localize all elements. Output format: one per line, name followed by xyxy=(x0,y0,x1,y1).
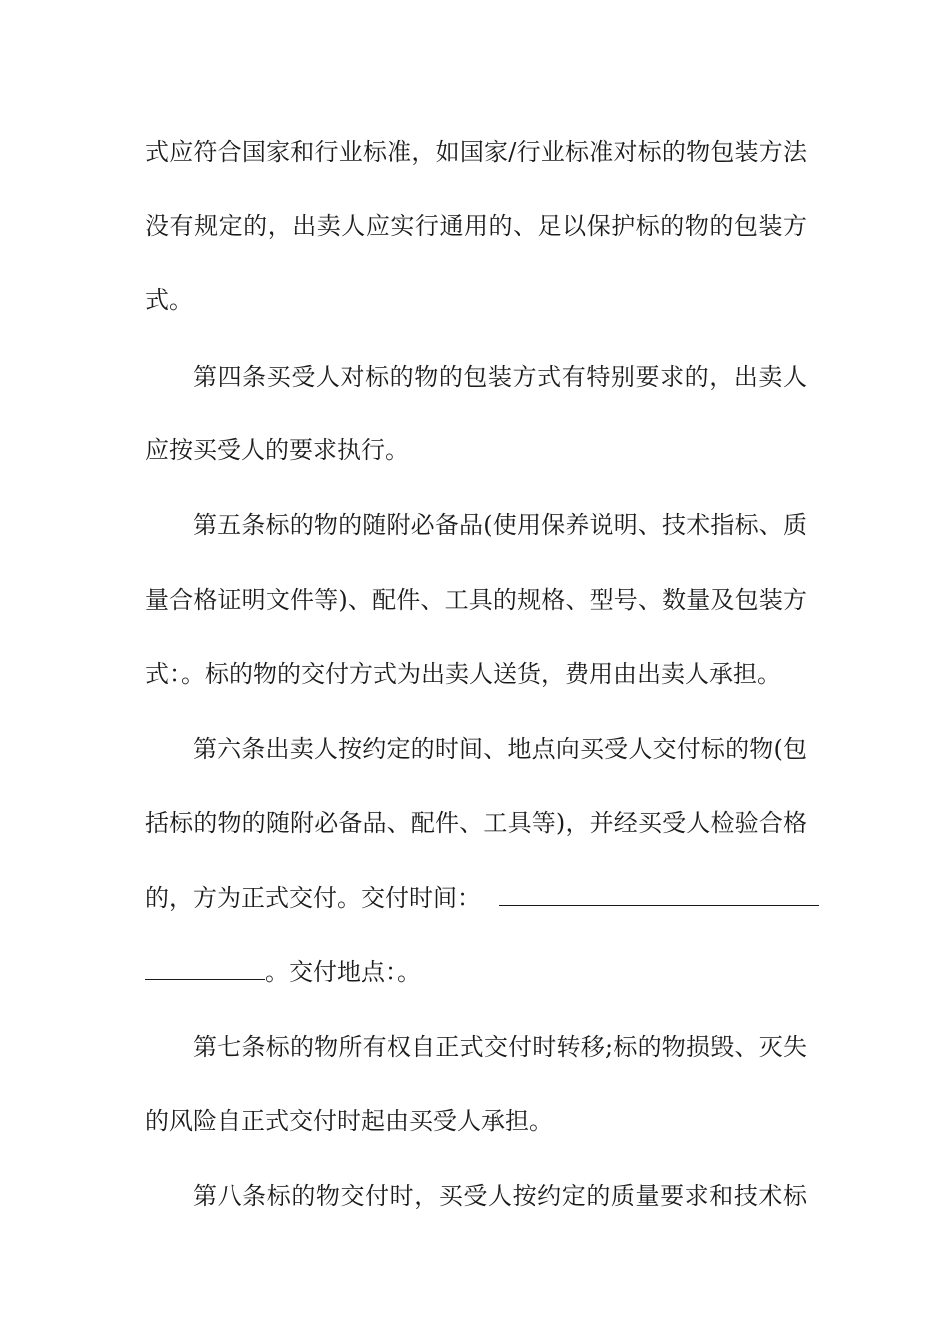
delivery-time-blank-continued xyxy=(145,953,265,980)
text-line: 应按买受人的要求执行。 xyxy=(145,436,409,464)
text-line: 的风险自正式交付时起由买受人承担。 xyxy=(145,1107,553,1135)
delivery-place-label: 。交付地点：。 xyxy=(265,958,421,986)
paragraph-start-line: 第七条标的物所有权自正式交付时转移;标的物损毁、灭失 xyxy=(193,1033,807,1061)
delivery-place-line xyxy=(145,952,807,992)
text-line: 量合格证明文件等)、配件、工具的规格、型号、数量及包装方 xyxy=(145,586,807,614)
text-line: 式应符合国家和行业标准，如国家/行业标准对标的物包装方法 xyxy=(145,138,807,166)
text-line: 式：。标的物的交付方式为出卖人送货，费用由出卖人承担。 xyxy=(145,660,781,688)
delivery-time-line xyxy=(145,878,807,918)
text-line: 式。 xyxy=(145,286,193,314)
paragraph-start-line: 第六条出卖人按约定的时间、地点向买受人交付标的物(包 xyxy=(193,735,807,763)
text-line: 括标的物的随附必备品、配件、工具等)，并经买受人检验合格 xyxy=(145,809,807,837)
paragraph-start-line: 第四条买受人对标的物的包装方式有特别要求的，出卖人 xyxy=(193,363,807,391)
paragraph-start-line: 第八条标的物交付时，买受人按约定的质量要求和技术标 xyxy=(193,1182,807,1210)
paragraph-start-line: 第五条标的物的随附必备品(使用保养说明、技术指标、质 xyxy=(193,511,807,539)
delivery-time-blank xyxy=(499,879,819,906)
text-line: 没有规定的，出卖人应实行通用的、足以保护标的物的包装方 xyxy=(145,212,807,240)
delivery-time-label: 的，方为正式交付。交付时间： xyxy=(145,884,481,912)
